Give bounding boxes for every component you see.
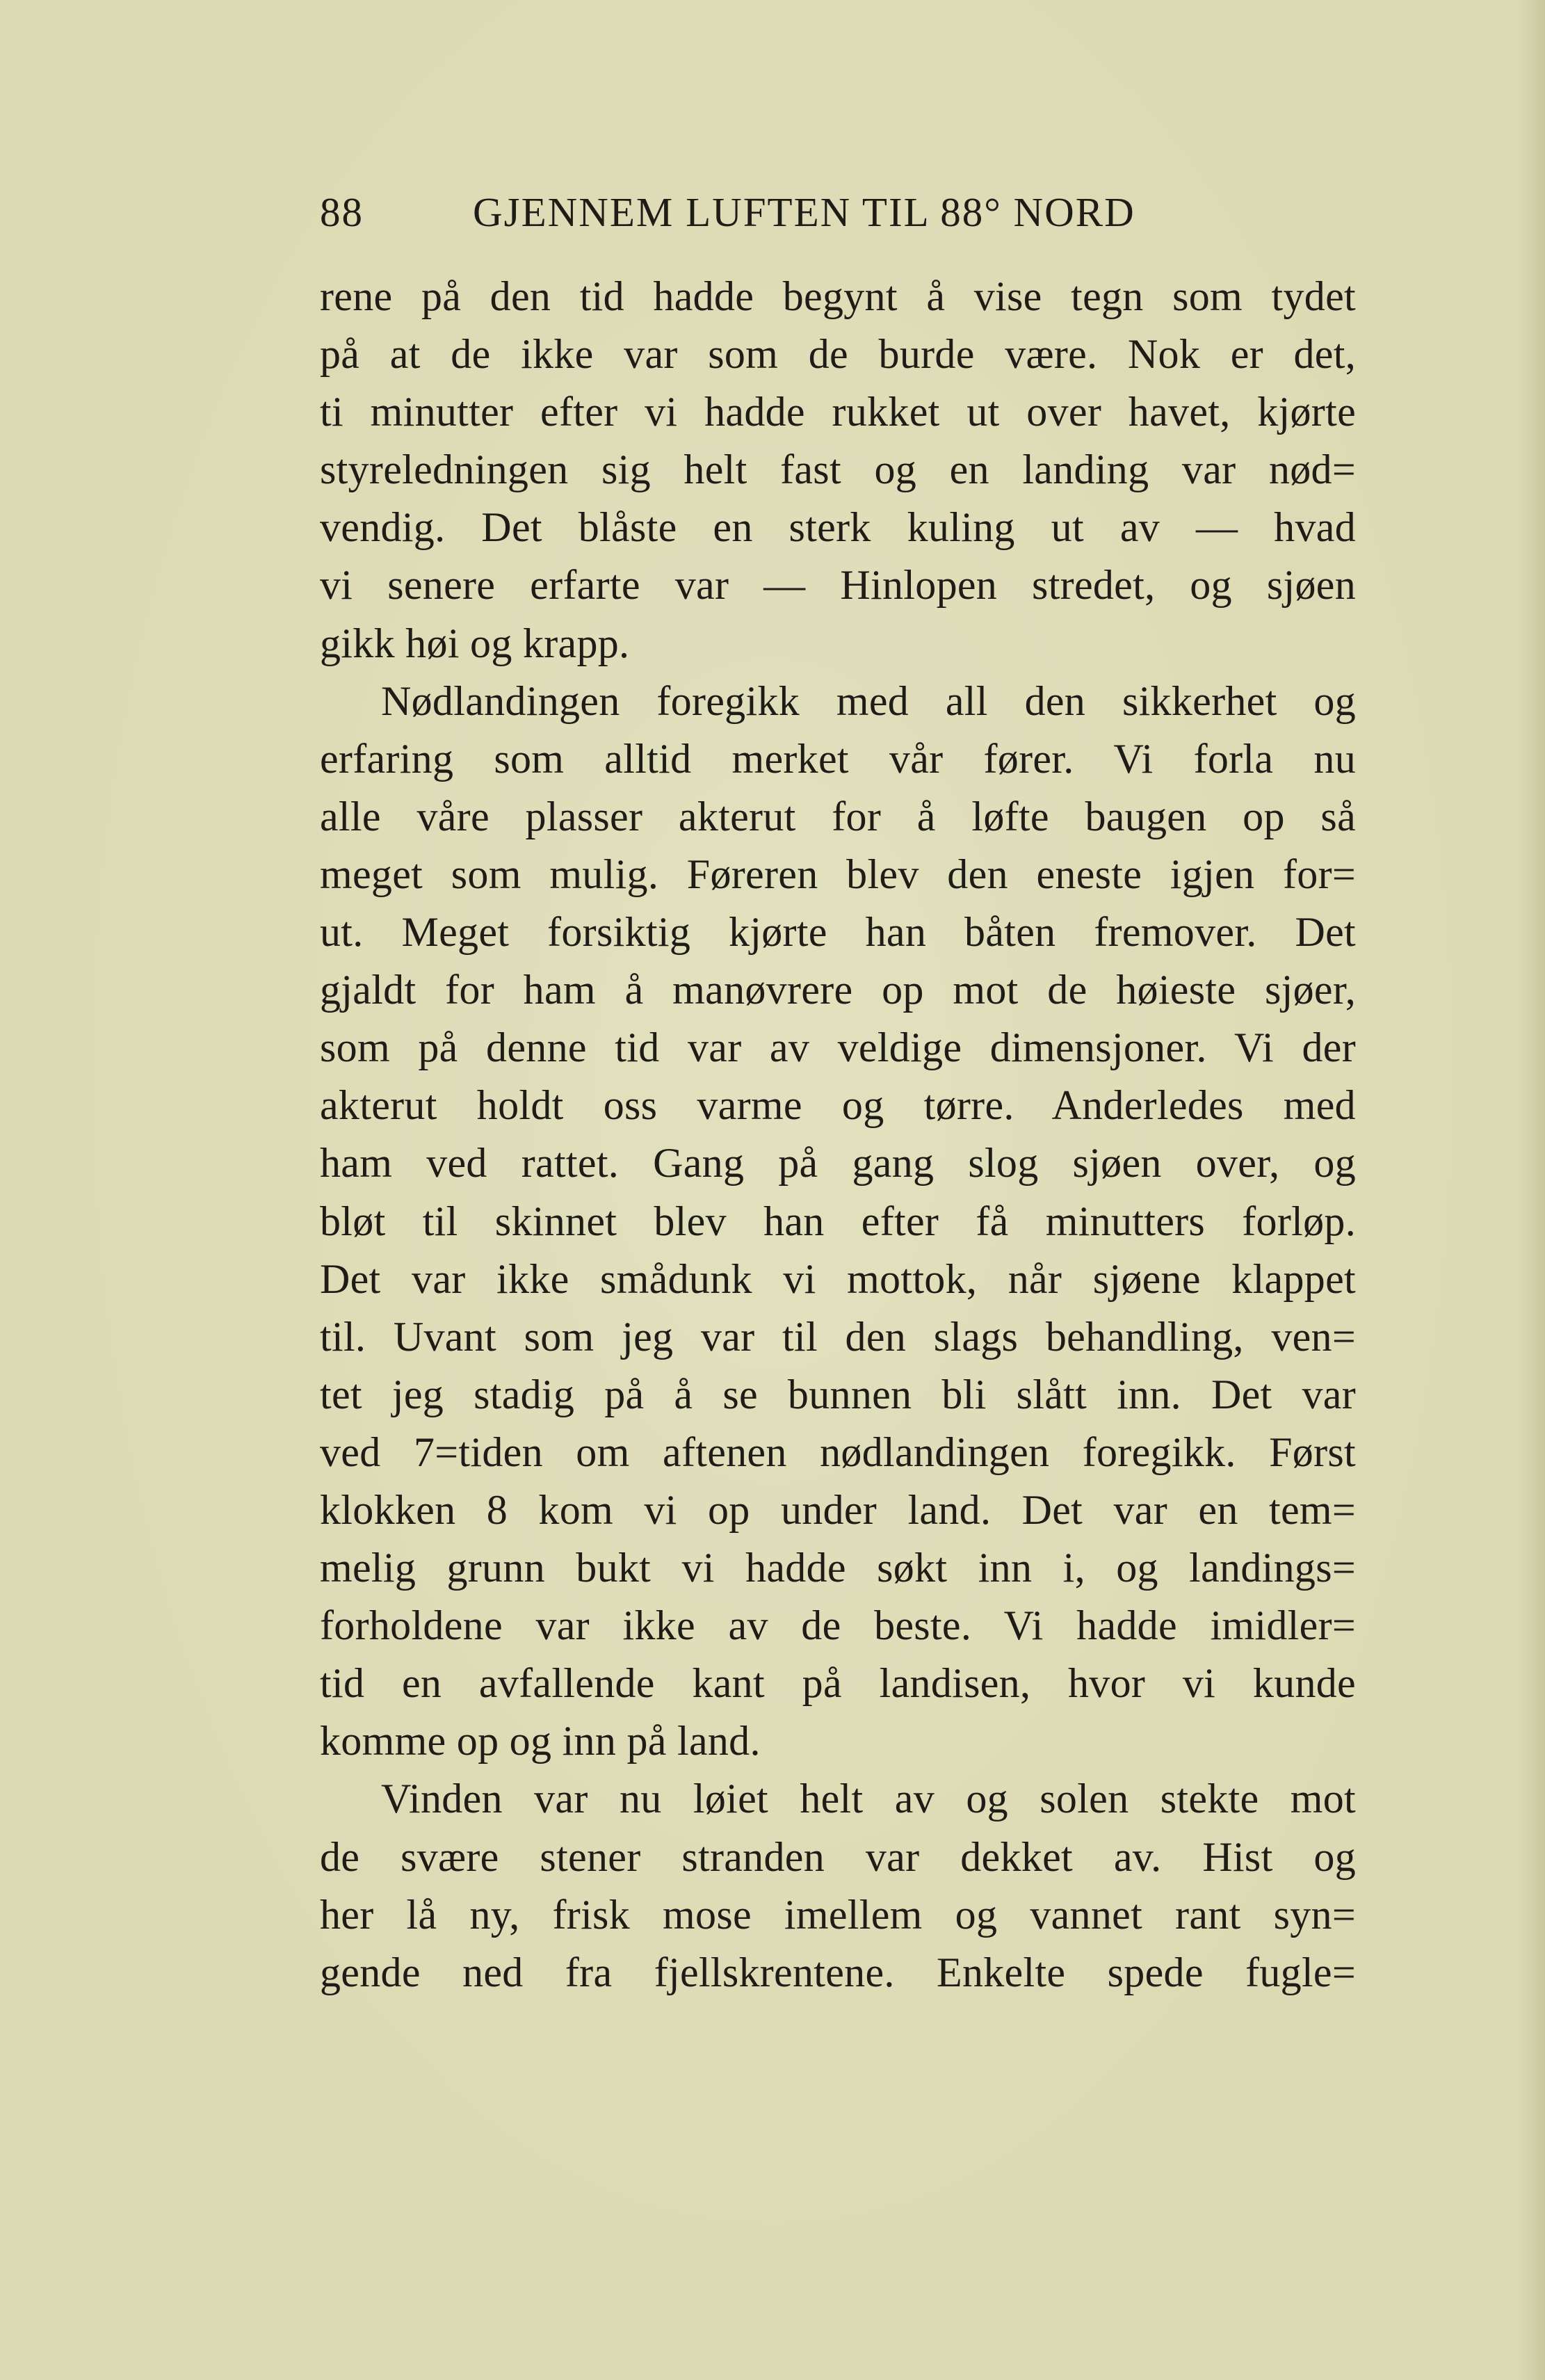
text-line: erfaring som alltid merket vår fører. Vi forla nu <box>320 735 1356 782</box>
text-line: meget som mulig. Føreren blev den eneste igjen for= <box>320 851 1356 897</box>
page-number: 88 <box>320 189 364 235</box>
text-line: til. Uvant som jeg var til den slags behandling, ven= <box>320 1313 1356 1360</box>
running-head <box>320 184 1210 240</box>
paragraph-last-line: komme op og inn på land. <box>320 1718 761 1764</box>
text-line: tet jeg stadig på å se bunnen bli slått inn. Det var <box>320 1371 1356 1417</box>
text-line: ved 7=tiden om aftenen nødlandingen foregikk. Først <box>320 1429 1356 1475</box>
text-line: styreledningen sig helt fast og en landing var nød= <box>320 447 1356 493</box>
text-line: klokken 8 kom vi op under land. Det var en tem= <box>320 1486 1356 1533</box>
page-edge-shadow <box>1517 0 1545 2380</box>
text-line: de svære stener stranden var dekket av. Hist og <box>320 1833 1356 1880</box>
text-line: ham ved rattet. Gang på gang slog sjøen over, og <box>320 1140 1356 1187</box>
text-line: Det var ikke smådunk vi mottok, når sjøene klappet <box>320 1255 1356 1302</box>
paragraph-first-line: Vinden var nu løiet helt av og solen stekte mot <box>381 1776 1356 1822</box>
text-line: gende ned fra fjellskrentene. Enkelte spede fugle= <box>320 1949 1356 1995</box>
text-line: gjaldt for ham å manøvrere op mot de høieste sjøer, <box>320 967 1356 1013</box>
text-line: ut. Meget forsiktig kjørte han båten fremover. Det <box>320 909 1356 956</box>
text-line: vi senere erfarte var — Hinlopen stredet, og sjøen <box>320 562 1356 609</box>
text-line: rene på den tid hadde begynt å vise tegn som tydet <box>320 273 1356 319</box>
text-line: forholdene var ikke av de beste. Vi hadde imidler= <box>320 1602 1356 1649</box>
text-line: akterut holdt oss varme og tørre. Anderledes med <box>320 1082 1356 1129</box>
text-line: bløt til skinnet blev han efter få minutters forløp. <box>320 1198 1356 1244</box>
text-line: alle våre plasser akterut for å løfte baugen op så <box>320 793 1356 839</box>
running-title: GJENNEM LUFTEN TIL 88° NORD <box>473 189 1135 235</box>
text-line: på at de ikke var som de burde være. Nok er det, <box>320 331 1356 378</box>
text-line: vendig. Det blåste en sterk kuling ut av — hvad <box>320 504 1356 551</box>
text-line: her lå ny, frisk mose imellem og vannet rant syn= <box>320 1891 1356 1938</box>
text-line: ti minutter efter vi hadde rukket ut over havet, kjørte <box>320 389 1356 435</box>
text-line: melig grunn bukt vi hadde søkt inn i, og landings= <box>320 1545 1356 1591</box>
body-text <box>320 268 1356 2002</box>
paragraph-last-line: gikk høi og krapp. <box>320 620 630 666</box>
text-line: som på denne tid var av veldige dimensjoner. Vi der <box>320 1024 1356 1071</box>
text-line: tid en avfallende kant på landisen, hvor vi kunde <box>320 1660 1356 1707</box>
paragraph-first-line: Nødlandingen foregikk med all den sikkerhet og <box>381 677 1356 724</box>
